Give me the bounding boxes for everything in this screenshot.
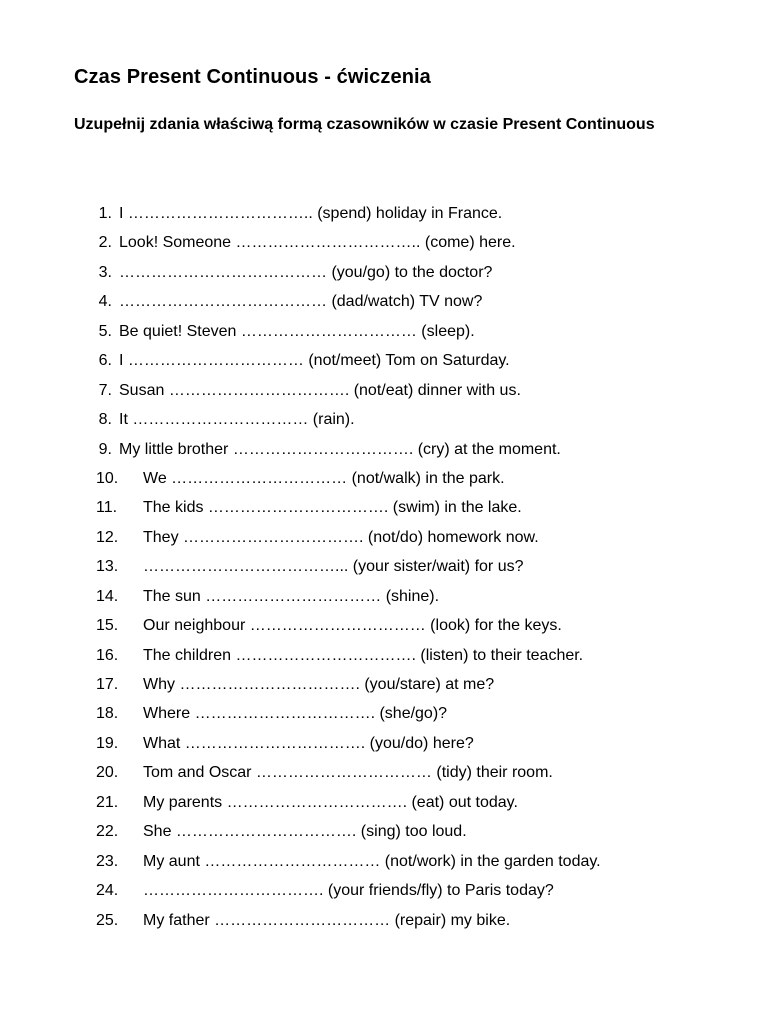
exercise-number: 22. <box>96 823 119 841</box>
exercise-sentence: ………………………………… (you/go) to the doctor? <box>119 263 493 281</box>
exercise-item <box>0 790 768 819</box>
exercise-number: 6. <box>98 352 112 370</box>
exercise-sentence: My aunt …………………………… (not/work) in the garden today. <box>143 852 601 870</box>
exercise-number: 15. <box>96 617 119 635</box>
exercise-number: 1. <box>98 205 112 222</box>
exercise-number: 25. <box>96 911 119 929</box>
exercise-item <box>0 643 768 672</box>
exercise-sentence: ………………………………… (dad/watch) TV now? <box>119 293 483 311</box>
exercise-item <box>0 554 768 583</box>
exercise-sentence: My father …………………………… (repair) my bike. <box>143 911 511 929</box>
exercise-sentence: Be quiet! Steven …………………………… (sleep). <box>119 322 475 340</box>
exercise-sentence: ……………………………. (your friends/fly) to Paris today? <box>143 882 554 900</box>
exercise-number: 20. <box>96 764 119 782</box>
exercise-item <box>0 378 768 407</box>
exercise-number: 5. <box>98 322 112 340</box>
exercise-item <box>0 201 768 230</box>
exercise-item <box>0 407 768 436</box>
exercise-sentence: We …………………………… (not/walk) in the park. <box>143 469 505 487</box>
exercise-sentence: Our neighbour …………………………… (look) for the keys. <box>143 617 562 635</box>
exercise-item <box>0 495 768 524</box>
exercise-number: 17. <box>96 676 119 693</box>
exercise-item <box>0 701 768 730</box>
exercise-sentence: They ……………………………. (not/do) homework now. <box>143 528 539 546</box>
exercise-sentence: Tom and Oscar …………………………… (tidy) their room. <box>143 764 553 782</box>
exercise-item <box>0 760 768 789</box>
exercise-sentence: Susan ……………………………. (not/eat) dinner with us. <box>119 381 521 399</box>
exercise-item <box>0 584 768 613</box>
exercise-number: 18. <box>96 705 119 723</box>
exercise-item <box>0 878 768 907</box>
exercise-sentence: My parents ……………………………. (eat) out today. <box>143 793 518 811</box>
exercise-item <box>0 731 768 760</box>
exercise-number: 2. <box>98 234 112 252</box>
exercise-number: 9. <box>98 440 112 458</box>
exercise-sentence: What ……………………………. (you/do) here? <box>143 734 474 752</box>
exercise-number: 7. <box>98 381 112 399</box>
exercise-item <box>0 260 768 289</box>
exercise-item <box>0 348 768 377</box>
exercise-number: 13. <box>96 558 119 576</box>
exercise-item <box>0 230 768 259</box>
page-title: Czas Present Continuous - ćwiczenia <box>74 66 431 88</box>
exercise-item <box>0 849 768 878</box>
exercise-number: 23. <box>96 852 119 870</box>
exercise-item <box>0 437 768 466</box>
exercise-item <box>0 908 768 937</box>
exercise-sentence: Look! Someone …………………………….. (come) here. <box>119 234 516 252</box>
exercise-instruction: Uzupełnij zdania właściwą formą czasowników w czasie Present Continuous <box>74 116 655 133</box>
exercise-sentence: She ……………………………. (sing) too loud. <box>143 823 467 841</box>
exercise-number: 14. <box>96 587 119 605</box>
exercise-sentence: Where ……………………………. (she/go)? <box>143 705 448 723</box>
exercise-number: 10. <box>96 469 119 487</box>
exercise-item <box>0 289 768 318</box>
exercise-sentence: The children ……………………………. (listen) to their teacher. <box>143 646 584 664</box>
exercise-list <box>0 201 768 937</box>
exercise-sentence: ………………………………... (your sister/wait) for us? <box>143 558 524 576</box>
exercise-number: 4. <box>98 293 112 311</box>
exercise-item <box>0 613 768 642</box>
exercise-number: 3. <box>98 263 112 281</box>
exercise-item <box>0 525 768 554</box>
exercise-item <box>0 672 768 701</box>
exercise-sentence: The sun …………………………… (shine). <box>143 587 440 605</box>
exercise-number: 16. <box>96 646 119 664</box>
exercise-item <box>0 466 768 495</box>
exercise-item <box>0 319 768 348</box>
exercise-sentence: It …………………………… (rain). <box>119 411 355 429</box>
exercise-number: 24. <box>96 882 119 900</box>
exercise-sentence: I …………………………… (not/meet) Tom on Saturday. <box>119 352 510 370</box>
exercise-sentence: The kids ……………………………. (swim) in the lake. <box>143 499 522 517</box>
exercise-number: 12. <box>96 528 119 546</box>
exercise-number: 19. <box>96 734 119 752</box>
exercise-number: 8. <box>98 411 112 429</box>
exercise-sentence: I …………………………….. (spend) holiday in France. <box>119 205 503 222</box>
exercise-number: 21. <box>96 793 119 811</box>
exercise-sentence: My little brother ……………………………. (cry) at the moment. <box>119 440 561 458</box>
exercise-sentence: Why ……………………………. (you/stare) at me? <box>143 676 495 693</box>
exercise-item <box>0 819 768 848</box>
exercise-number: 11. <box>96 499 118 517</box>
